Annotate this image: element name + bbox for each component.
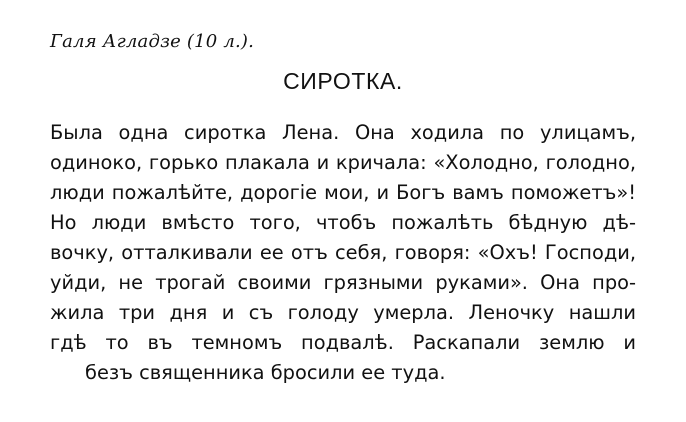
text-line: одиноко, горько плакала и кричала: «Холодно, голодно, xyxy=(50,151,636,174)
text-line: люди пожалѣйте, дорогiе мои, и Богъ вамъ поможетъ»! xyxy=(50,181,636,204)
author-line: Галя Агладзе (10 л.). xyxy=(50,31,255,52)
text-line: безъ священника бросили ее туда. xyxy=(85,361,446,384)
text-line: гдѣ то въ темномъ подвалѣ. Раскапали землю и xyxy=(50,331,636,354)
text-line: уйди, не трогай своими грязными руками». Она про- xyxy=(50,271,636,294)
text-line: вочку, отталкивали ее отъ себя, говоря: «Охъ! Господи, xyxy=(50,241,636,264)
text-line: Но люди вмѣсто того, чтобъ пожалѣть бѣдную дѣ- xyxy=(50,211,636,234)
story-text xyxy=(50,118,636,388)
story-title: СИРОТКА. xyxy=(283,68,403,94)
text-line: жила три дня и съ голоду умерла. Леночку нашли xyxy=(50,301,636,324)
text-line: Была одна сиротка Лена. Она ходила по улицамъ, xyxy=(50,121,636,144)
